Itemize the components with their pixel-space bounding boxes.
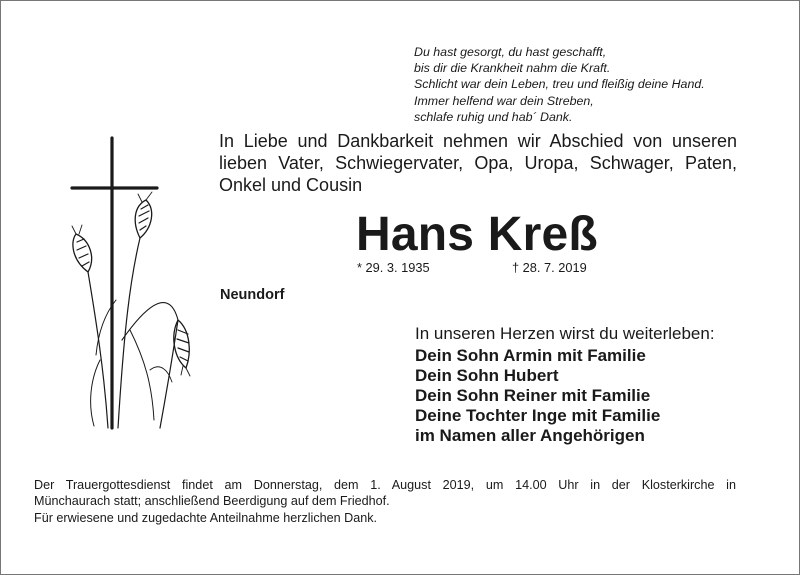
mourners-list (415, 346, 660, 446)
mourner-line: im Namen aller Angehörigen (415, 426, 645, 445)
intro-line: In Liebe und Dankbarkeit nehmen wir Abschied von unseren (219, 131, 737, 151)
mourner-line: Deine Tochter Inge mit Familie (415, 406, 661, 425)
mourner-line: Dein Sohn Hubert (415, 366, 559, 385)
intro-line: lieben Vater, Schwiegervater, Opa, Uropa, Schwager, Paten, (219, 153, 737, 173)
footer-line: Der Trauergottesdienst findet am Donnerstag, dem 1. August 2019, um 14.00 Uhr in der Klosterkirche in (34, 478, 736, 492)
poem-line: Du hast gesorgt, du hast geschafft, (414, 45, 607, 59)
intro-line: Onkel und Cousin (219, 175, 363, 195)
birth-date: * 29. 3. 1935 (357, 260, 430, 275)
hometown: Neundorf (220, 287, 285, 303)
mourner-line: Dein Sohn Reiner mit Familie (415, 386, 651, 405)
poem-line: Schlicht war dein Leben, treu und fleißig deine Hand. (414, 77, 705, 92)
intro-text (219, 130, 737, 196)
death-date: † 28. 7. 2019 (512, 260, 587, 275)
cross-with-wheat-icon (60, 130, 210, 430)
mourner-line: Dein Sohn Armin mit Familie (415, 346, 646, 365)
poem-line: bis dir die Krankheit nahm die Kraft. (414, 61, 611, 76)
poem-line: Immer helfend war dein Streben, (414, 93, 594, 108)
deceased-name: Hans Kreß (356, 208, 598, 261)
mourners-motto: In unseren Herzen wirst du weiterleben: (415, 324, 715, 343)
funeral-info (34, 477, 736, 526)
poem (414, 44, 774, 125)
footer-line: Für erwiesene und zugedachte Anteilnahme herzlichen Dank. (34, 510, 378, 525)
poem-line: schlafe ruhig und hab´ Dank. (414, 109, 573, 124)
footer-line: Münchaurach statt; anschließend Beerdigung auf dem Friedhof. (34, 494, 390, 509)
